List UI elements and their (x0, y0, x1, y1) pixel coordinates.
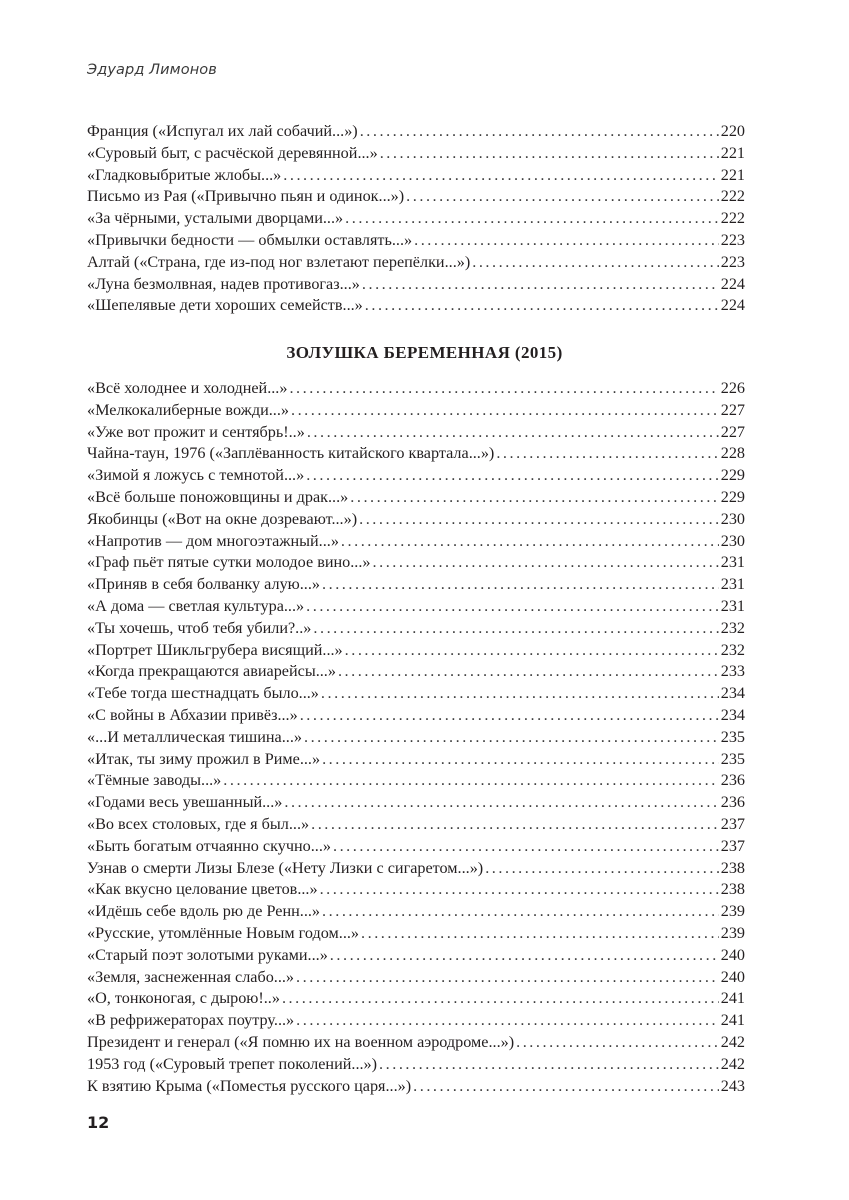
toc-entry[interactable] (87, 618, 745, 640)
toc-entry-page: 233 (720, 662, 745, 681)
toc-entry-page: 222 (720, 187, 745, 206)
toc-entry[interactable] (87, 596, 745, 618)
dot-leader (330, 945, 719, 967)
toc-entry[interactable] (87, 230, 745, 252)
toc-entry[interactable] (87, 923, 745, 945)
toc-entry-title: «Граф пьёт пятые сутки молодое вино...» (87, 553, 371, 572)
toc-entry-title: Чайна-таун, 1976 («Заплёванность китайского квартала...») (87, 444, 495, 463)
toc-entry[interactable] (87, 770, 745, 792)
toc-entry-page: 222 (720, 209, 745, 228)
toc-entry-page: 239 (720, 923, 745, 942)
dot-leader (350, 487, 718, 509)
toc-entry[interactable] (87, 443, 745, 465)
toc-entry-page: 223 (720, 252, 745, 271)
dot-leader (313, 618, 718, 640)
dot-leader (322, 574, 719, 596)
dot-leader (341, 531, 719, 553)
toc-entry-title: «Привычки бедности — обмылки оставлять...» (87, 230, 413, 249)
dot-leader (406, 186, 719, 208)
toc-entry-page: 235 (720, 749, 745, 768)
toc-entry[interactable] (87, 1076, 745, 1098)
toc-entry-page: 241 (720, 1011, 745, 1030)
toc-entry-page: 224 (720, 274, 745, 293)
toc-entry-page: 237 (720, 814, 745, 833)
toc-entry-page: 224 (720, 296, 745, 315)
dot-leader (289, 378, 718, 400)
toc-entry[interactable] (87, 879, 745, 901)
toc-entry[interactable] (87, 465, 745, 487)
toc-entry[interactable] (87, 378, 745, 400)
toc-entry-page: 230 (720, 509, 745, 528)
toc-entry-page: 235 (720, 727, 745, 746)
toc-entry-page: 231 (720, 596, 745, 615)
toc-entry-title: «Итак, ты зиму прожил в Риме...» (87, 749, 321, 768)
dot-leader (300, 705, 719, 727)
toc-entry[interactable] (87, 400, 745, 422)
toc-entry-page: 240 (720, 945, 745, 964)
toc-entry-title: «Луна безмолвная, надев противогаз...» (87, 274, 360, 293)
toc-entry-page: 242 (720, 1032, 745, 1051)
dot-leader (360, 121, 719, 143)
dot-leader (223, 770, 718, 792)
toc-entry-page: 221 (720, 165, 745, 184)
toc-entry-page: 223 (720, 230, 745, 249)
toc-entry[interactable] (87, 640, 745, 662)
dot-leader (485, 858, 719, 880)
toc-entry[interactable] (87, 274, 745, 296)
toc-entry-title: «Когда прекращаются авиарейсы...» (87, 662, 336, 681)
toc-entry[interactable] (87, 858, 745, 880)
toc-entry-page: 220 (720, 122, 745, 140)
toc-entry-title: «Во всех столовых, где я был...» (87, 814, 310, 833)
toc-entry-page: 227 (720, 400, 745, 419)
toc-entry-title: 1953 год («Суровый трепет поколений...») (87, 1054, 378, 1073)
toc-entry-title: Алтай («Страна, где из-под ног взлетают перепёлки...») (87, 252, 471, 271)
dot-leader (311, 814, 719, 836)
toc-entry[interactable] (87, 422, 745, 444)
toc-entry[interactable] (87, 749, 745, 771)
dot-leader (322, 901, 719, 923)
toc-entry-page: 228 (720, 444, 745, 463)
dot-leader (283, 165, 718, 187)
running-head-author: Эдуард Лимонов (87, 62, 217, 78)
toc-entry-title: «Гладковыбритые жлобы...» (87, 165, 282, 184)
dot-leader (516, 1032, 719, 1054)
toc-entry-title: «Суровый быт, с расчёской деревянной...» (87, 143, 378, 162)
dot-leader (333, 836, 719, 858)
toc-entry[interactable] (87, 1032, 745, 1054)
toc-entry-title: «За чёрными, усталыми дворцами...» (87, 209, 344, 228)
toc-entry-page: 231 (720, 553, 745, 572)
toc-entry[interactable] (87, 967, 745, 989)
toc-entry-page: 229 (720, 466, 745, 485)
toc-entry-page: 226 (720, 379, 745, 397)
toc-entry-title: «Русские, утомлённые Новым годом...» (87, 923, 360, 942)
dot-leader (306, 596, 719, 618)
toc-entry-page: 231 (720, 575, 745, 594)
toc-entry[interactable] (87, 814, 745, 836)
toc-entry-page: 229 (720, 487, 745, 506)
toc-entry-title: «О, тонконогая, с дырою!..» (87, 989, 280, 1008)
dot-leader (296, 1010, 719, 1032)
toc-entry-title: Франция («Испугал их лай собачий...») (87, 122, 358, 140)
dot-leader (496, 443, 718, 465)
toc-entry-title: Письмо из Рая («Привычно пьян и одинок...») (87, 187, 405, 206)
toc-entry-title: «Приняв в себя болванку алую...» (87, 575, 320, 594)
toc-entry-title: «Всё больше поножовщины и драк...» (87, 487, 349, 506)
toc-entry-page: 227 (720, 422, 745, 441)
toc-entry[interactable] (87, 165, 745, 187)
section-heading: ЗОЛУШКА БЕРЕМЕННАЯ (2015) (286, 343, 563, 362)
toc-entry[interactable] (87, 683, 745, 705)
toc-entry-page: 242 (720, 1054, 745, 1073)
toc-entry-title: «Мелкокалиберные вожди...» (87, 400, 289, 419)
toc-entry[interactable] (87, 901, 745, 923)
dot-leader (338, 661, 719, 683)
dot-leader (359, 509, 719, 531)
toc-entry[interactable] (87, 661, 745, 683)
toc-entry-page: 240 (720, 967, 745, 986)
toc-entry-title: «Шепелявые дети хороших семейств...» (87, 296, 363, 315)
dot-leader (361, 923, 719, 945)
dot-leader (365, 295, 719, 317)
toc-entry-title: «А дома — светлая культура...» (87, 596, 305, 615)
toc-entry-title: Узнав о смерти Лизы Блезе («Нету Лизки с сигаретом...») (87, 858, 484, 877)
toc-entry-page: 238 (720, 858, 745, 877)
toc-entry-page: 232 (720, 618, 745, 637)
toc-section-two (87, 378, 745, 1097)
dot-leader (379, 1054, 719, 1076)
toc-entry-page: 234 (720, 705, 745, 724)
toc-entry-page: 238 (720, 880, 745, 899)
dot-leader (414, 230, 719, 252)
toc-entry-title: «Ты хочешь, чтоб тебя убили?..» (87, 618, 312, 637)
dot-leader (296, 967, 719, 989)
toc-entry[interactable] (87, 552, 745, 574)
dot-leader (282, 988, 719, 1010)
toc-entry[interactable] (87, 186, 745, 208)
dot-leader (304, 727, 719, 749)
toc-entry-page: 243 (720, 1076, 745, 1095)
toc-entry-page: 236 (720, 793, 745, 812)
toc-entry[interactable] (87, 574, 745, 596)
toc-entry[interactable] (87, 121, 745, 143)
toc-entry-page: 221 (720, 143, 745, 162)
dot-leader (320, 879, 719, 901)
toc-entry-title: «Как вкусно целование цветов...» (87, 880, 318, 899)
toc-entry-title: «Напротив — дом многоэтажный...» (87, 531, 339, 550)
toc-entry-page: 237 (720, 836, 745, 855)
dot-leader (306, 465, 719, 487)
toc-entry-title: «...И металлическая тишина...» (87, 727, 302, 746)
dot-leader (284, 792, 718, 814)
dot-leader (373, 552, 719, 574)
toc-entry-page: 234 (720, 684, 745, 703)
toc-entry[interactable] (87, 252, 745, 274)
dot-leader (345, 640, 719, 662)
dot-leader (472, 252, 718, 274)
toc-entry[interactable] (87, 509, 745, 531)
dot-leader (380, 143, 719, 165)
toc-entry-title: «Старый поэт золотыми руками...» (87, 945, 328, 964)
dot-leader (413, 1076, 719, 1098)
toc-entry-title: «Тёмные заводы...» (87, 771, 222, 790)
toc-entry-title: «Уже вот прожит и сентябрь!..» (87, 422, 305, 441)
toc-entry-title: «С войны в Абхазии привёз...» (87, 705, 298, 724)
toc-entry[interactable] (87, 792, 745, 814)
toc-entry[interactable] (87, 988, 745, 1010)
toc-section-one (87, 121, 745, 317)
dot-leader (362, 274, 719, 296)
toc-entry[interactable] (87, 727, 745, 749)
toc-entry-title: «Всё холоднее и холодней...» (87, 379, 288, 397)
toc-entry-page: 232 (720, 640, 745, 659)
dot-leader (321, 683, 719, 705)
toc-entry[interactable] (87, 1054, 745, 1076)
dot-leader (307, 422, 719, 444)
toc-entry-page: 239 (720, 902, 745, 921)
toc-entry-title: «Годами весь увешанный...» (87, 793, 283, 812)
toc-entry-page: 230 (720, 531, 745, 550)
toc-entry-page: 236 (720, 771, 745, 790)
toc-entry-title: «В рефрижераторах поутру...» (87, 1011, 295, 1030)
dot-leader (322, 749, 719, 771)
toc-entry[interactable] (87, 836, 745, 858)
toc-entry-title: «Зимой я ложусь с темнотой...» (87, 466, 305, 485)
toc-entry-title: Якобинцы («Вот на окне дозревают...») (87, 509, 358, 528)
toc-entry[interactable] (87, 295, 745, 317)
toc-entry[interactable] (87, 705, 745, 727)
toc-entry-title: Президент и генерал («Я помню их на военном аэродроме...») (87, 1032, 515, 1051)
toc-entry-title: «Тебе тогда шестнадцать было...» (87, 684, 319, 703)
toc-entry[interactable] (87, 1010, 745, 1032)
toc-entry-title: «Земля, заснеженная слабо...» (87, 967, 295, 986)
toc-entry[interactable] (87, 487, 745, 509)
toc-entry-page: 241 (720, 989, 745, 1008)
toc-entry[interactable] (87, 531, 745, 553)
toc-entry-title: «Идёшь себе вдоль рю де Ренн...» (87, 902, 321, 921)
toc-entry-title: «Быть богатым отчаянно скучно...» (87, 836, 331, 855)
toc-entry[interactable] (87, 208, 745, 230)
dot-leader (291, 400, 719, 422)
toc-entry[interactable] (87, 945, 745, 967)
dot-leader (345, 208, 719, 230)
toc-entry-title: К взятию Крыма («Поместья русского царя...») (87, 1076, 412, 1095)
toc-entry-title: «Портрет Шикльгрубера висящий...» (87, 640, 343, 659)
toc-entry[interactable] (87, 143, 745, 165)
page-number: 12 (87, 1113, 110, 1132)
